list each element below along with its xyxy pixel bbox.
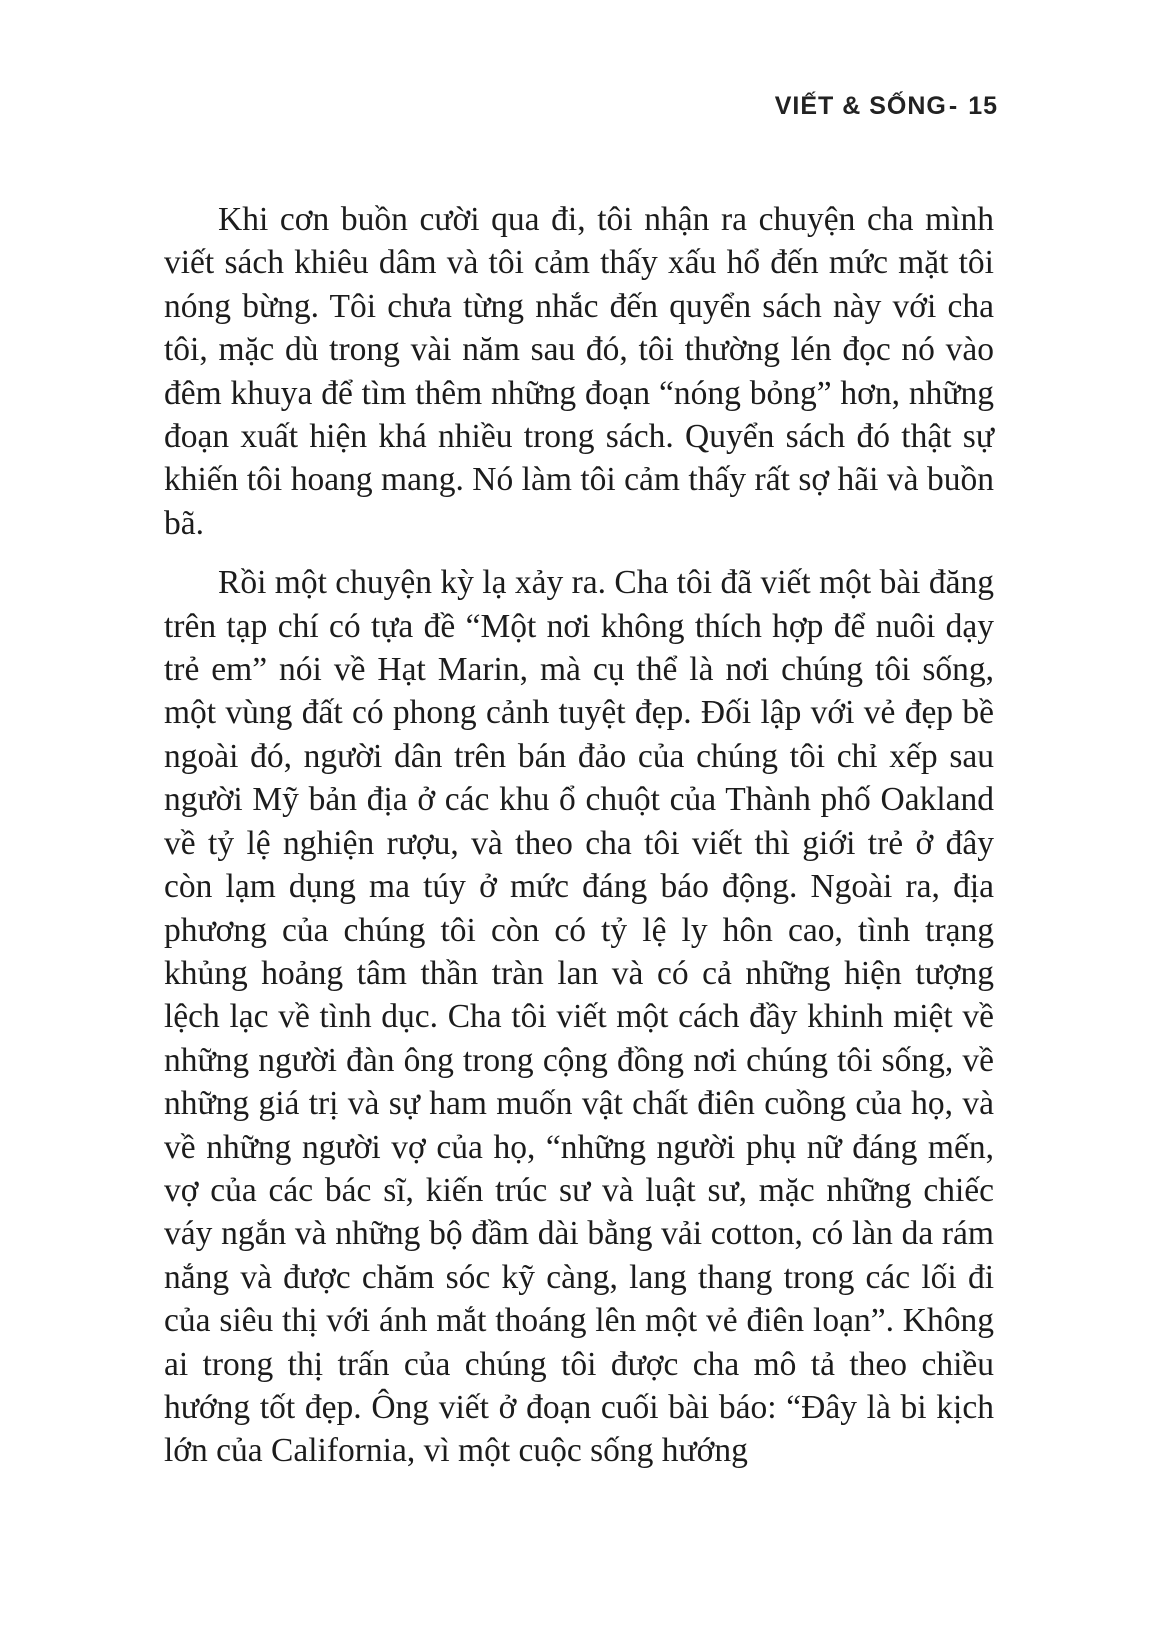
header-separator: - (948, 92, 959, 120)
paragraph-2: Rồi một chuyện kỳ lạ xảy ra. Cha tôi đã viết một bài đăng trên tạp chí có tựa đề “Một nơi không thích hợp để nuôi dạy trẻ em” nói về Hạt Marin, mà cụ thể là nơi chúng tôi sống, một vùng đất có phong cảnh tuyệt đẹp. Đối lập với vẻ đẹp bề ngoài đó, người dân trên bán đảo của chúng tôi chỉ xếp sau người Mỹ bản địa ở các khu ổ chuột của Thành phố Oakland về tỷ lệ nghiện rượu, và theo cha tôi viết thì giới trẻ ở đây còn lạm dụng ma túy ở mức đáng báo động. Ngoài ra, địa phương của chúng tôi còn có tỷ lệ ly hôn cao, tình trạng khủng hoảng tâm thần tràn lan và có cả những hiện tượng lệch lạc về tình dục. Cha tôi viết một cách đầy khinh miệt về những người đàn ông trong cộng đồng nơi chúng tôi sống, về những giá trị và sự ham muốn vật chất điên cuồng của họ, và về những người vợ của họ, “những người phụ nữ đáng mến, vợ của các bác sĩ, kiến trúc sư và luật sư, mặc những chiếc váy ngắn và những bộ đầm dài bằng vải cotton, có làn da rám nắng và được chăm sóc kỹ càng, lang thang trong các lối đi của siêu thị với ánh mắt thoáng lên một vẻ điên loạn”. Không ai trong thị trấn của chúng tôi được cha mô tả theo chiều hướng tốt đẹp. Ông viết ở đoạn cuối bài báo: “Đây là bi kịch lớn của California, vì một cuộc sống hướng (164, 564, 994, 1470)
running-header (775, 92, 998, 121)
page-number: 15 (968, 92, 998, 120)
book-title: VIẾT & SỐNG (774, 92, 947, 120)
paragraph-1: Khi cơn buồn cười qua đi, tôi nhận ra chuyện cha mình viết sách khiêu dâm và tôi cảm thấy xấu hổ đến mức mặt tôi nóng bừng. Tôi chưa từng nhắc đến quyển sách này với cha tôi, mặc dù trong vài năm sau đó, tôi thường lén đọc nó vào đêm khuya để tìm thêm những đoạn “nóng bỏng” hơn, những đoạn xuất hiện khá nhiều trong sách. Quyển sách đó thật sự khiến tôi hoang mang. Nó làm tôi cảm thấy rất sợ hãi và buồn bã. (164, 201, 994, 542)
body-text (164, 198, 994, 1473)
